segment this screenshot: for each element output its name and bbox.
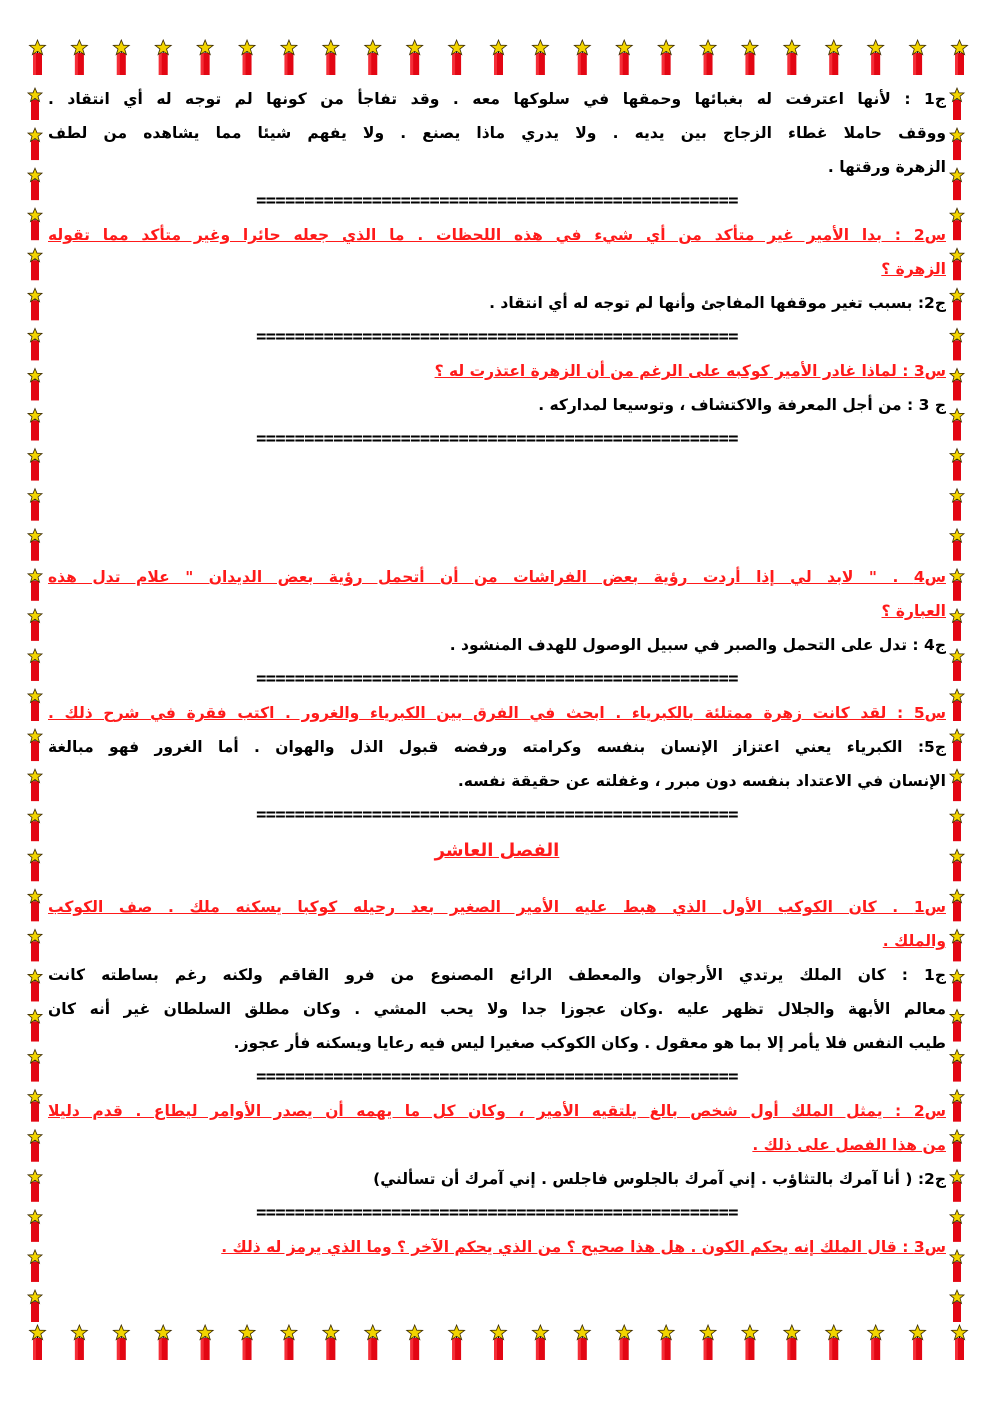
candle-star-icon — [616, 40, 632, 75]
candle-star-icon — [532, 40, 548, 75]
candle-star-icon — [784, 1325, 800, 1360]
candle-star-icon — [950, 849, 964, 881]
answer-5-line-1: ج5: الكبرياء يعني اعتزاز الإنسان بنفسه وكرامته ورفضه قبول الذل والهوان . أما الغرور فهو مبالغة — [48, 738, 946, 756]
candle-star-icon — [950, 328, 964, 360]
blank-space — [48, 456, 946, 560]
candle-star-icon — [449, 40, 465, 75]
candle-star-icon — [910, 1325, 926, 1360]
candle-star-icon — [784, 40, 800, 75]
candle-star-icon — [28, 168, 42, 200]
candle-star-icon — [950, 729, 964, 761]
chapter-question-3-line-1: س3 : قال الملك إنه يحكم الكون . هل هذا صحيح ؟ من الذي يحكم الآخر ؟ وما الذي يرمز له ذلك . — [221, 1238, 946, 1256]
candle-star-icon — [155, 40, 171, 75]
candle-star-icon — [28, 649, 42, 681]
candle-star-icon — [950, 409, 964, 441]
candle-star-icon — [323, 1325, 339, 1360]
candle-star-icon — [30, 40, 46, 75]
candle-star-icon — [574, 1325, 590, 1360]
candle-star-icon — [28, 368, 42, 400]
question-4-line-1: س4 . " لابد لي إذا أردت رؤية بعض الفراشات من أن أتحمل رؤية بعض الديدان " علام تدل هذه — [48, 568, 946, 586]
candle-star-icon — [113, 1325, 129, 1360]
candle-star-icon — [28, 1210, 42, 1242]
candle-star-icon — [28, 1170, 42, 1202]
candle-star-icon — [950, 1250, 964, 1282]
candle-star-icon — [155, 1325, 171, 1360]
candle-star-icon — [742, 40, 758, 75]
candle-star-icon — [28, 449, 42, 481]
candle-star-icon — [700, 1325, 716, 1360]
candle-star-icon — [950, 929, 964, 961]
separator: ================================================== — [256, 429, 738, 449]
separator: ================================================== — [256, 805, 738, 825]
candle-star-icon — [952, 1325, 968, 1360]
candle-star-icon — [28, 889, 42, 921]
candle-star-icon — [365, 1325, 381, 1360]
candle-star-icon — [950, 288, 964, 320]
chapter-question-1-line-2: والملك . — [882, 932, 946, 950]
candle-star-icon — [323, 40, 339, 75]
candle-star-icon — [28, 729, 42, 761]
candle-star-icon — [950, 969, 964, 1001]
candle-star-icon — [28, 1290, 42, 1322]
candle-star-icon — [28, 88, 42, 120]
blank-space — [48, 870, 946, 890]
candle-star-icon — [449, 1325, 465, 1360]
candle-star-icon — [28, 529, 42, 561]
candle-star-icon — [28, 969, 42, 1001]
candle-star-icon — [950, 368, 964, 400]
answer-1-line-3: الزهرة ورقتها . — [827, 158, 946, 176]
candle-star-icon — [950, 248, 964, 280]
candle-star-icon — [491, 1325, 507, 1360]
candle-star-icon — [910, 40, 926, 75]
chapter-question-2-line-1: س2 : يمثل الملك أول شخص بالغ يلتقيه الأمير ، وكان كل ما يهمه أن يصدر الأوامر ليطاع . قدم دليلا — [48, 1102, 946, 1120]
answer-4-line-1: ج4 : تدل على التحمل والصبر في سبيل الوصول للهدف المنشود . — [449, 636, 946, 654]
candle-star-icon — [950, 1130, 964, 1162]
candle-star-icon — [28, 489, 42, 521]
candle-star-icon — [950, 489, 964, 521]
separator: ================================================== — [256, 191, 738, 211]
candle-star-icon — [239, 1325, 255, 1360]
candle-star-icon — [28, 1010, 42, 1042]
candle-star-icon — [950, 88, 964, 120]
candle-star-icon — [28, 1130, 42, 1162]
candle-star-icon — [28, 1250, 42, 1282]
answer-1-line-2: ووقف حاملا غطاء الزجاج بين يديه . ولا يدري ماذا يصنع . ولا يفهم شيئا مما يشاهده من لطف — [48, 124, 946, 142]
candle-star-icon — [407, 1325, 423, 1360]
candle-star-icon — [28, 128, 42, 160]
candle-star-icon — [826, 1325, 842, 1360]
candle-star-icon — [950, 1010, 964, 1042]
candle-star-icon — [365, 40, 381, 75]
chapter-title: الفصل العاشر — [434, 840, 560, 861]
candle-star-icon — [407, 40, 423, 75]
question-2-line-1: س2 : بدا الأمير غير متأكد من أي شيء في هذه اللحظات . ما الذي جعله حائرا وغير متأكد مما تقوله — [48, 226, 946, 244]
candle-star-icon — [574, 40, 590, 75]
candle-star-icon — [532, 1325, 548, 1360]
answer-2-line-1: ج2: بسبب تغير موقفها المفاجئ وأنها لم توجه له أي انتقاد . — [489, 294, 946, 312]
separator: ================================================== — [256, 1067, 738, 1087]
candle-star-icon — [868, 1325, 884, 1360]
candle-star-icon — [950, 1210, 964, 1242]
separator: ================================================== — [256, 327, 738, 347]
candle-star-icon — [28, 689, 42, 721]
candle-star-icon — [113, 40, 129, 75]
question-2-line-2: الزهرة ؟ — [881, 260, 946, 278]
candle-star-icon — [950, 168, 964, 200]
candle-star-icon — [239, 40, 255, 75]
candle-star-icon — [950, 1290, 964, 1322]
candle-star-icon — [28, 769, 42, 801]
candle-star-icon — [950, 1090, 964, 1122]
candle-star-icon — [658, 40, 674, 75]
candle-star-icon — [658, 1325, 674, 1360]
candle-star-icon — [826, 40, 842, 75]
candle-star-icon — [281, 40, 297, 75]
candle-star-icon — [28, 248, 42, 280]
separator: ================================================== — [256, 669, 738, 689]
candle-star-icon — [71, 1325, 87, 1360]
candle-star-icon — [868, 40, 884, 75]
candle-star-icon — [28, 849, 42, 881]
chapter-answer-1-line-3: طيب النفس فلا يأمر إلا بما هو معقول . وكان الكوكب صغيرا ليس فيه رعايا ويسكنه فأر عجوز. — [233, 1034, 946, 1052]
candle-star-icon — [950, 569, 964, 601]
candle-star-icon — [950, 449, 964, 481]
answer-5-line-2: الإنسان في الاعتداد بنفسه دون مبرر ، وغفلته عن حقيقة نفسه. — [457, 772, 946, 790]
answer-3-line-1: ج 3 : من أجل المعرفة والاكتشاف ، وتوسيعا لمداركه . — [538, 396, 946, 414]
separator: ================================================== — [256, 1203, 738, 1223]
candle-star-icon — [950, 769, 964, 801]
chapter-answer-1-line-1: ج1 : كان الملك يرتدي الأرجوان والمعطف الرائع المصنوع من فرو القاقم ولكنه رغم بساطته كانت — [48, 966, 946, 984]
candle-star-icon — [950, 889, 964, 921]
chapter-question-2-line-2: من هذا الفصل على ذلك . — [752, 1136, 946, 1154]
candle-star-icon — [28, 328, 42, 360]
candle-star-icon — [950, 649, 964, 681]
candle-star-icon — [30, 1325, 46, 1360]
candle-star-icon — [950, 529, 964, 561]
candle-star-icon — [28, 409, 42, 441]
answer-1-line-1: ج1 : لأنها اعترفت له بغبائها وحمقها في سلوكها معه . وقد تفاجأ من كونها لم توجه له أي انتقاد . — [48, 90, 946, 108]
candle-star-icon — [950, 609, 964, 641]
candle-star-icon — [950, 1050, 964, 1082]
candle-star-icon — [281, 1325, 297, 1360]
candle-star-icon — [950, 208, 964, 240]
candle-star-icon — [28, 1090, 42, 1122]
question-4-line-2: العبارة ؟ — [881, 602, 946, 620]
candle-star-icon — [950, 809, 964, 841]
candle-star-icon — [28, 809, 42, 841]
candle-star-icon — [197, 40, 213, 75]
candle-star-icon — [28, 929, 42, 961]
candle-star-icon — [197, 1325, 213, 1360]
candle-star-icon — [491, 40, 507, 75]
candle-star-icon — [950, 1170, 964, 1202]
document-body — [48, 82, 946, 1264]
candle-star-icon — [950, 689, 964, 721]
candle-star-icon — [742, 1325, 758, 1360]
chapter-answer-1-line-2: معالم الأبهة والجلال تظهر عليه .وكان عجوزا جدا ولا يحب المشي . وكان مطلق السلطان غير أنه كان — [48, 1000, 946, 1018]
question-5-line-1: س5 : لقد كانت زهرة ممتلئة بالكبرياء . ابحث في الفرق بين الكبرياء والغرور . اكتب فقرة في شرح ذلك . — [48, 704, 946, 722]
candle-star-icon — [28, 208, 42, 240]
candle-star-icon — [700, 40, 716, 75]
chapter-question-1-line-1: س1 . كان الكوكب الأول الذي هبط عليه الأمير الصغير بعد رحيله كوكبا يسكنه ملك . صف الكوكب — [48, 898, 946, 916]
candle-star-icon — [616, 1325, 632, 1360]
question-3-line-1: س3 : لماذا غادر الأمير كوكبه على الرغم من أن الزهرة اعتذرت له ؟ — [434, 362, 946, 380]
candle-star-icon — [28, 288, 42, 320]
candle-star-icon — [950, 128, 964, 160]
candle-star-icon — [28, 1050, 42, 1082]
chapter-answer-2-line-1: ج2: ( أنا آمرك بالتثاؤب . إني آمرك بالجلوس فاجلس . إني آمرك أن تسألني) — [373, 1170, 946, 1188]
candle-star-icon — [28, 569, 42, 601]
candle-star-icon — [28, 609, 42, 641]
candle-star-icon — [952, 40, 968, 75]
candle-star-icon — [71, 40, 87, 75]
